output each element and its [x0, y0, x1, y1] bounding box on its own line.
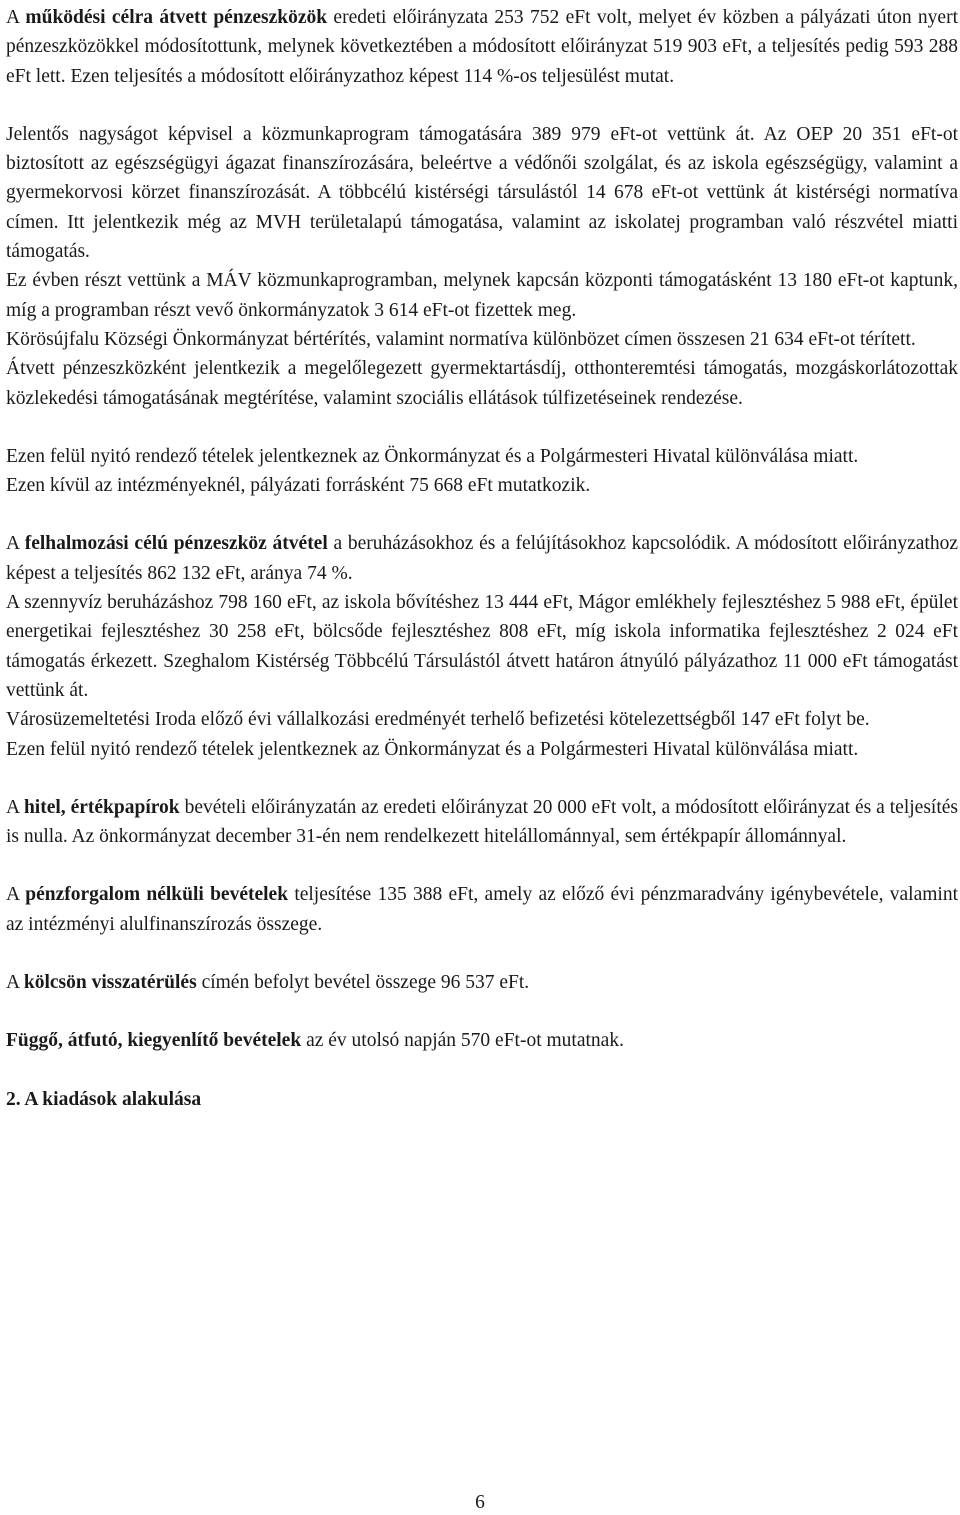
bold-term: felhalmozási célú pénzeszköz átvétel [24, 533, 328, 555]
text-run: teljesítése 135 388 eFt, amely az előző évi pénzmaradvány igénybevétele, valamint az intézményi alulfinanszírozás összege. [6, 884, 958, 935]
text-run: Átvett pénzeszközként jelentkezik a megelőlegezett gyermektartásdíj, otthonteremtési támogatás, mozgáskorlátozottak közlekedési támogatásának megtérítése, valamint szociális ellátások túlfizetéseinek rendezése. [6, 358, 958, 409]
paragraph-felhalmozasi [6, 529, 958, 588]
paragraph-kolcson [6, 968, 958, 997]
bold-term: működési célra átvett pénzeszközök [25, 7, 328, 28]
paragraph-hitel [6, 793, 958, 852]
text-run: Ezen kívül az intézményeknél, pályázati forrásként 75 668 eFt mutatkozik. [6, 475, 591, 497]
section-heading-text: 2. A kiadások alakulása [6, 1088, 202, 1110]
bold-term: pénzforgalom nélküli bevételek [25, 884, 289, 906]
text-run: címén befolyt bevétel összege 96 537 eFt. [196, 972, 530, 994]
text-run: Jelentős nagyságot képvisel a közmunkaprogram támogatására 389 979 eFt-ot vettünk át. Az OEP 20 351 eFt-ot biztosított az egészségügyi ágazat finanszírozására, beleértve a védőnői szolgálat, és az iskola egészségügy, valamint a gyermekorvosi körzet finanszírozását. A többcélú kistérségi társulástól 14 678 eFt-ot vettünk át kistérségi normatíva címen. Itt jelentkezik még az MVH területalapú támogatása, valamint az iskolatej programban való részvétel miatti támogatás. [6, 123, 958, 263]
paragraph-mukodesi-celra [6, 3, 958, 91]
paragraph-intezmenyek [6, 471, 958, 500]
text-run: A [6, 796, 24, 818]
text-run: A [6, 533, 25, 555]
bold-term: kölcsön visszatérülés [23, 972, 197, 994]
section-heading [6, 1085, 958, 1114]
paragraph-nyito-rendezo-2 [6, 735, 958, 764]
text-run: Körösújfalu Községi Önkormányzat bértérítés, valamint normatíva különbözet címen összesen 21 634 eFt-ot térített. [6, 328, 916, 350]
bold-term: hitel, értékpapírok [23, 796, 180, 818]
paragraph-atvett-penzeszkoz [6, 354, 958, 413]
text-run: A szennyvíz beruházáshoz 798 160 eFt, az iskola bővítéshez 13 444 eFt, Mágor emlékhely fejlesztéshez 5 988 eFt, épület energetikai fejlesztéshez 30 258 eFt, bölcsőde fejlesztéshez 808 eFt, míg iskola informatika fejlesztéshez 2 024 eFt támogatás érkezett. Szeghalom Kistérség Többcélú Társulástól átvett határon átnyúló pályázathoz 11 000 eFt támogatást vettünk át. [6, 592, 958, 701]
bold-term: Függő, átfutó, kiegyenlítő bevételek [6, 1030, 302, 1052]
page-number: 6 [475, 1492, 485, 1513]
paragraph-szennyviz [6, 588, 958, 705]
text-run: bevételi előirányzatán az eredeti előirányzat 20 000 eFt volt, a módosított előirányzat és a teljesítés is nulla. Az önkormányzat december 31-én nem rendelkezett hitelállománnyal, sem értékpapír állománnyal. [6, 796, 958, 848]
text-run: A [6, 7, 26, 28]
paragraph-korosujfalu [6, 325, 958, 354]
text-run: Városüzemeltetési Iroda előző évi vállalkozási eredményét terhelő befizetési kötelezettségből 147 eFt folyt be. [6, 709, 870, 731]
paragraph-fuggo [6, 1026, 958, 1055]
document-body [6, 0, 958, 1114]
paragraph-mav [6, 266, 958, 325]
text-run: az év utolsó napján 570 eFt-ot mutatnak. [301, 1030, 624, 1052]
text-run: Ezen felül nyitó rendező tételek jelentkeznek az Önkormányzat és a Polgármesteri Hivatal különválása miatt. [6, 445, 859, 467]
paragraph-nyito-rendezo-1 [6, 442, 958, 471]
paragraph-penzforgalom [6, 880, 958, 939]
text-run: eredeti előirányzata 253 752 eFt volt, melyet év közben a pályázati úton nyert pénzeszközökkel módosítottunk, melynek következtében a módosított előirányzat 519 903 eFt, a teljesítés pedig 593 288 eFt lett. Ezen teljesítés a módosított előirányzathoz képest 114 %-os teljesülést mutat. [6, 7, 958, 87]
text-run: Ez évben részt vettünk a MÁV közmunkaprogramban, melynek kapcsán központi támogatásként 13 180 eFt-ot kaptunk, míg a programban részt vevő önkormányzatok 3 614 eFt-ot fizettek meg. [6, 270, 958, 321]
text-run: a beruházásokhoz és a felújításokhoz kapcsolódik. A módosított előirányzathoz képest a teljesítés 862 132 eFt, aránya 74 %. [6, 533, 958, 584]
paragraph-kozmunkaprogram [6, 120, 958, 266]
text-run: A [6, 972, 24, 994]
text-run: A [6, 884, 26, 906]
paragraph-varosuzemeltetesi [6, 705, 958, 734]
text-run: Ezen felül nyitó rendező tételek jelentkeznek az Önkormányzat és a Polgármesteri Hivatal különválása miatt. [6, 738, 859, 760]
